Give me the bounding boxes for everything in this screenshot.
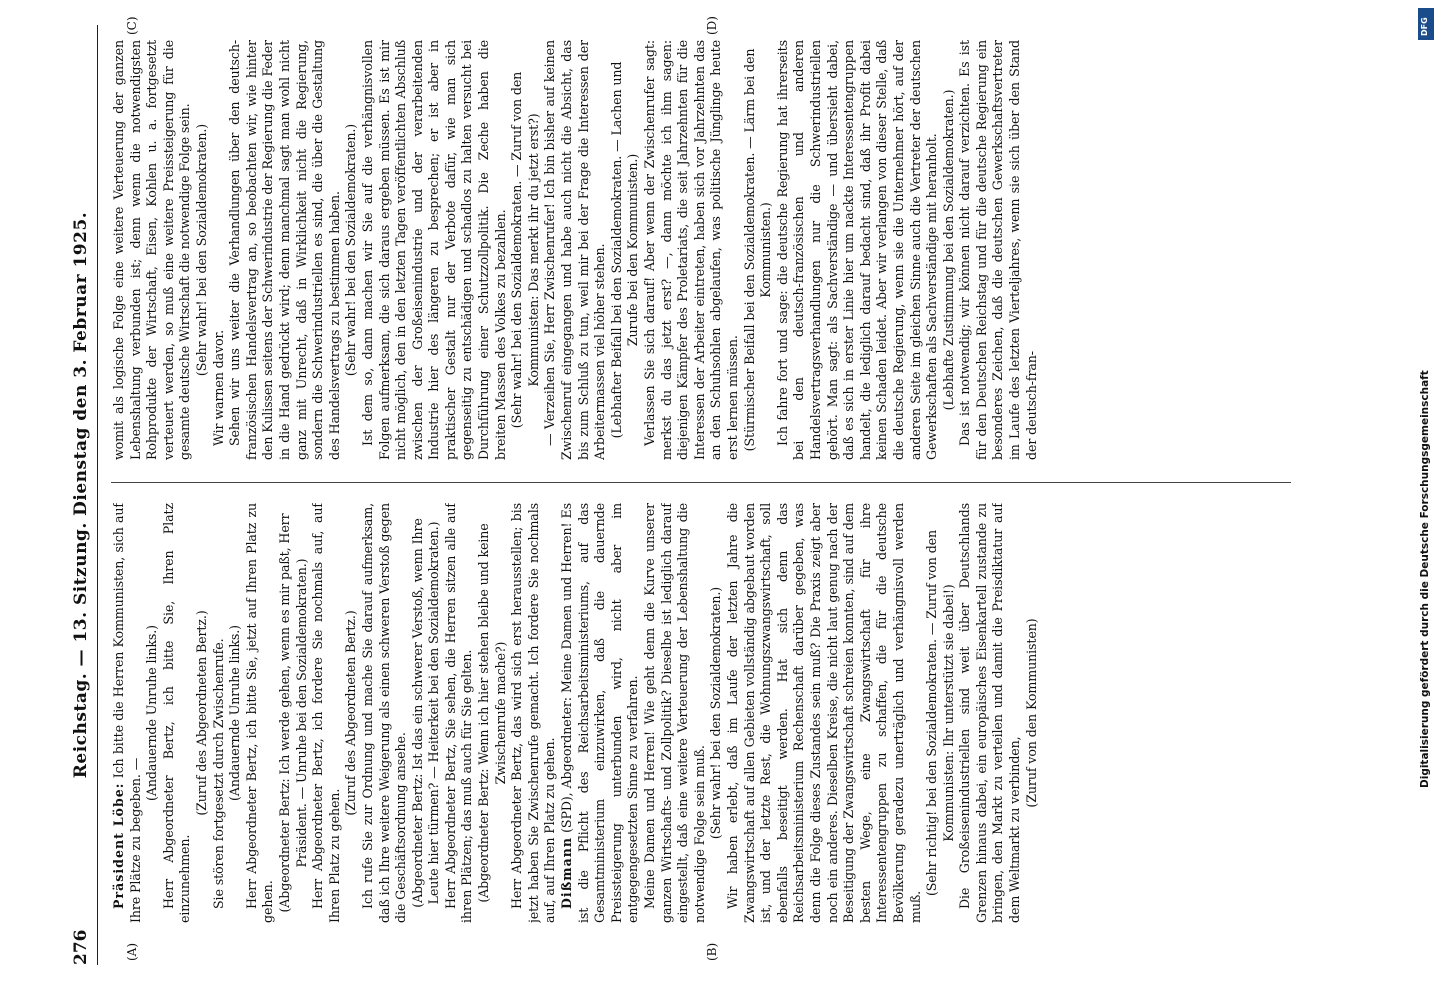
margin-marker-c: (C) [125, 16, 139, 35]
speech-text: (SPD), Abgeordneter: Meine Damen und Herren! Es ist die Pflicht des Reichsarbeitsministeriums, auf das Gesamtministerium einzuwirken, daß die dauernde Preissteigerung unterbunden wird, nicht aber im entgegengesetzten Sinne zu verfahren. [559, 503, 641, 923]
paragraph: womit als logische Folge eine weitere Verteuerung der ganzen Lebenshaltung verbunden ist; denn wenn die notwendigsten Rohprodukte der Wirtschaft, Eisen, Kohlen u. a. fortgesetzt verteuert werden, so muß eine weitere Preissteigerung für die gesamte deutsche Wirtschaft die notwendige Folge sein. [111, 40, 193, 460]
right-column [111, 40, 1291, 460]
paragraph: Ist dem so, dann machen wir Sie auf die verhängnisvollen Folgen aufmerksam, die sich daraus ergeben müssen. Es ist mir nicht möglich, den in den letzten Tagen veröffentlichten Abschluß zwischen der Großeisenindustrie und der verarbeitenden Industrie hier des längeren zu besprechen; er ist aber in praktischer Gestalt nur der Verbote dafür, wie man sich gegenseitig zu entschädigen und schadlos zu halten versucht bei Durchführung einer Schutzzollpolitik. Die Zeche haben die breiten Massen des Volkes zu bezahlen. [359, 40, 508, 460]
side-note-text: Digitalisierung gefördert durch die Deutsche Forschungsgemeinschaft [1419, 370, 1431, 788]
speaker-name: Dißmann [559, 836, 575, 909]
page [65, 16, 1305, 965]
paragraph: Ich fahre fort und sage: die deutsche Regierung hat ihrerseits bei den deutsch-französischen und anderen Handelsvertragsverhandlungen nur die Schwerindustriellen gehört. Man sagt: als Sachverständige — und übersieht dabei, daß es sich in erster Linie hier um nackte Interessentengruppen handelt, die lediglich darauf bedacht sind, daß ihr Profit dabei keinen Schaden leidet. Aber wir verlangen von dieser Stelle, daß die deutsche Regierung, wenn sie die Unternehmer hört, auf der anderen Seite im gleichen Sinne auch die Vertreter der deutschen Gewerkschaften als Sachverständige mit heranholt. [774, 40, 940, 460]
paragraph: Verlassen Sie sich darauf! Aber wenn der Zwischenrufer sagt: merkst du das jetzt erst? —, dann möchte ich ihm sagen: diejenigen Kämpfer des Proletariats, die seit Jahrzehnten für die Interessen der Arbeiter eintreten, haben sich vor Jahrzehnten das an den Schuhsohlen abgelaufen, was politische Jünglinge heute erst lernen müssen. [642, 40, 740, 460]
paragraph: Meine Damen und Herren! Wie geht denn die Kurve unserer ganzen Wirtschafts- und Zollpolitik? Dieselbe ist lediglich darauf eingestellt, daß eine weitere Verteuerung der Lebenshaltung die notwendige Folge sein muß. [642, 503, 707, 923]
interjection: (Sehr wahr! bei den Sozialdemokraten.) [343, 123, 359, 377]
paragraph: Sie stören fortgesetzt durch Zwischenrufe. [210, 638, 226, 909]
paragraph: — Verzeihen Sie, Herr Zwischenrufer! Ich bin bisher auf keinen Zwischenruf eingegangen und habe auch nicht die Absicht, das bis zum Schluß zu tun, weil mir bei der Frage die Interessen der Arbeitermassen viel höher stehen. [542, 40, 608, 460]
interjection: (Abgeordneter Bertz: Ist das ein schwerer Verstoß, wenn Ihre Leute hier türmen? — Heiterkeit bei den Sozialdemokraten.) [409, 518, 442, 908]
page-header [65, 25, 99, 965]
column-divider [111, 482, 1291, 483]
margin-marker-b: (B) [705, 942, 719, 961]
paragraph: Ich rufe Sie zur Ordnung und mache Sie darauf aufmerksam, daß ich Ihre weitere Weigerung als einen schweren Verstoß gegen die Geschäftsordnung ansehe. [359, 503, 409, 923]
speaker-name: Präsident Löbe: [111, 782, 126, 909]
left-column [111, 503, 1291, 923]
paragraph: Herr Abgeordneter Bertz, das wird sich erst herausstellen; bis jetzt haben Sie Zwischenrufe gemacht. Ich fordere Sie nochmals auf, auf Ihren Platz zu gehen. [509, 503, 558, 923]
margin-marker-d: (D) [705, 16, 719, 35]
running-title: Reichstag. — 13. Sitzung. Dienstag den 3. Februar 1925. [71, 211, 91, 779]
interjection: (Abgeordneter Bertz: Wenn ich hier stehen bleibe und keine Zwischenrufe mache?) [476, 523, 508, 903]
paragraph: Herr Abgeordneter Bertz, ich fordere Sie nochmals auf, auf Ihren Platz zu gehen. [310, 503, 342, 923]
paragraph: Herr Abgeordneter Bertz, ich bitte Sie, Ihren Platz einzunehmen. [160, 503, 193, 923]
interjection: (Zuruf des Abgeordneten Bertz.) [193, 610, 209, 816]
paragraph: Herr Abgeordneter Bertz, ich bitte Sie, jetzt auf Ihren Platz zu gehen. [243, 503, 276, 923]
paragraph: Wir haben erlebt, daß im Laufe der letzten Jahre die Zwangswirtschaft auf allen Gebieten vollständig abgebaut worden ist, und der letzte Rest, die Wohnungszwangswirtschaft, soll ebenfalls beseitigt werden. Hat sich denn das Reichsarbeitsministerium Rechenschaft darüber gegeben, was denn die Folge dieses Zustandes sein muß? Die Praxis zeigt aber noch ein anderes. Dieselben Kreise, die nicht laut genug nach der Beseitigung der Zwangswirtschaft schreien konnten, sind auf dem besten Wege, eine Zwangswirtschaft für ihre Interessentengruppen zu schaffen, die für die deutsche Bevölkerung geradezu unerträglich und verhängnisvoll werden muß. [724, 503, 923, 923]
margin-marker-a: (A) [125, 942, 139, 961]
interjection: (Zuruf des Abgeordneten Bertz.) [343, 610, 359, 816]
interjection: (Zuruf von den Kommunisten) [1023, 618, 1039, 808]
paragraph: Die Großeisenindustriellen sind weit über Deutschlands Grenzen hinaus dabei, ein europäisches Eisenkartell zustande zu bringen, den Markt zu verteilen und damit die Preisdiktatur auf dem Weltmarkt zu verbinden, [957, 503, 1023, 923]
interjection: (Sehr wahr! bei den Sozialdemokraten. — Zuruf von den Kommunisten: Das merkt ihr du jetzt erst?) [509, 71, 541, 429]
paragraph: Sehen wir uns weiter die Verhandlungen über den deutsch-französischen Handelsvertrag an, so beobachten wir, wie hinter den Kulissen seitens der Schwerindustrie der Regierung die Feder in die Hand gedrückt wird; denn manchmal sagt man wohl nicht ganz mit Unrecht, daß in Wirklichkeit nicht die Regierung, sondern die Schwerindustriellen es sind, die über die Gestaltung des Handelsvertrags zu bestimmen haben. [227, 40, 342, 460]
paragraph: Wir warnen davor. [210, 330, 226, 446]
side-note [1418, 8, 1434, 988]
interjection: (Lebhafte Zustimmung bei den Sozialdemokraten.) [940, 89, 956, 411]
interjection: (Sehr richtig! bei den Sozialdemokraten. — Zuruf von den Kommunisten: Ihr unterstützt sie dabei!) [924, 529, 956, 897]
interjection: (Andauernde Unruhe links.) [144, 625, 160, 801]
speech-text: Ich bitte die Herren Kommunisten, sich auf Ihre Plätze zu begeben. — [111, 503, 143, 923]
page-number: 276 [71, 929, 91, 965]
paragraph: Das ist notwendig; wir können nicht darauf verzichten. Es ist für den Deutschen Reichstag und für die deutsche Regierung ein besonderes Zeichen, daß die deutschen Gewerkschaftsvertreter im Laufe des letzten Vierteljahres, wenn sie sich über den Stand der deutsch-fran- [957, 40, 1039, 460]
interjection: (Andauernde Unruhe links.) [227, 625, 243, 801]
speech-paragraph [111, 503, 144, 923]
dfg-logo-text: DFG [1420, 17, 1429, 36]
rotated-page [65, 16, 1305, 965]
speech-paragraph [559, 503, 642, 923]
interjection: (Lebhafter Beifall bei den Sozialdemokraten. — Lachen und Zurufe bei den Kommunisten.) [608, 61, 641, 439]
interjection: (Sehr wahr! bei den Sozialdemokraten.) [708, 586, 724, 840]
interjection: (Sehr wahr! bei den Sozialdemokraten.) [193, 123, 209, 377]
interjection: (Abgeordneter Bertz: Ich werde gehen, wenn es mir paßt, Herr Präsident. — Unruhe bei den Sozialdemokraten.) [276, 513, 309, 913]
interjection: (Stürmischer Beifall bei den Sozialdemokraten. — Lärm bei den Kommunisten.) [741, 48, 774, 452]
header-rule [97, 25, 98, 965]
paragraph: Herr Abgeordneter Bertz, Sie sehen, die Herren sitzen alle auf ihren Plätzen; das muß auch für Sie gelten. [442, 503, 475, 923]
